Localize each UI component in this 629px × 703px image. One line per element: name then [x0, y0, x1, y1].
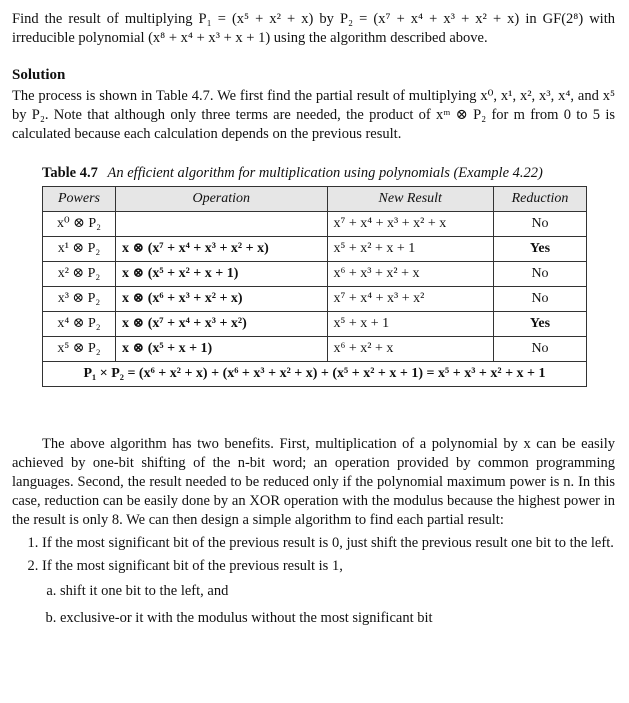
header-new-result: New Result [327, 187, 494, 212]
cell-power: x¹ ⊗ P₂ [43, 237, 116, 262]
sub-steps [42, 582, 615, 628]
table-label: Table 4.7 [42, 165, 98, 181]
cell-result: x⁵ + x + 1 [327, 312, 494, 337]
step-1-text: If the most significant bit of the previous result is 0, just shift the previous result one bit to the left. [42, 535, 614, 551]
cell-power: x² ⊗ P₂ [43, 262, 116, 287]
cell-reduction: No [494, 262, 587, 287]
table-row [43, 212, 587, 237]
table-footer-row [43, 362, 587, 387]
cell-result: x⁵ + x² + x + 1 [327, 237, 494, 262]
cell-operation [116, 212, 328, 237]
list-item [42, 534, 615, 553]
cell-reduction: Yes [494, 237, 587, 262]
cell-result: x⁷ + x⁴ + x³ + x² + x [327, 212, 494, 237]
list-item: b. exclusive-or it with the modulus without the most significant bit [60, 609, 615, 628]
algorithm-steps [12, 534, 615, 628]
cell-reduction: No [494, 212, 587, 237]
cell-power: x⁰ ⊗ P₂ [43, 212, 116, 237]
cell-operation: x ⊗ (x⁵ + x + 1) [116, 337, 328, 362]
final-product: P₁ × P₂ = (x⁶ + x² + x) + (x⁶ + x³ + x² + x) + (x⁵ + x² + x + 1) = x⁵ + x³ + x² + x + 1 [43, 362, 587, 387]
cell-operation: x ⊗ (x⁷ + x⁴ + x³ + x²) [116, 312, 328, 337]
list-item: a. shift it one bit to the left, and [60, 582, 615, 601]
cell-reduction: Yes [494, 312, 587, 337]
table-row [43, 337, 587, 362]
cell-power: x³ ⊗ P₂ [43, 287, 116, 312]
solution-heading: Solution [12, 67, 66, 83]
cell-result: x⁷ + x⁴ + x³ + x² [327, 287, 494, 312]
cell-reduction: No [494, 287, 587, 312]
table-row [43, 312, 587, 337]
solution-text: The process is shown in Table 4.7. We first find the partial result of multiplying x⁰, x¹, x², x³, x⁴, and x⁵ by P₂. Note that although only three terms are needed, the product of xᵐ ⊗ P₂ for m from 0 to 5 is calculated because each calculation depends on the previous result. [12, 88, 615, 142]
cell-operation: x ⊗ (x⁷ + x⁴ + x³ + x² + x) [116, 237, 328, 262]
header-reduction: Reduction [494, 187, 587, 212]
header-powers: Powers [43, 187, 116, 212]
table-row [43, 262, 587, 287]
table-row [43, 287, 587, 312]
benefits-paragraph: The above algorithm has two benefits. First, multiplication of a polynomial by x can be easily achieved by one-bit shifting of the n-bit word; an operation provided by common programming languages. Second, the result needed to be reduced only if the polynomial maximum power is n. In this case, reduction can be easily done by an XOR operation with the modulus because the highest power in the result is only 8. We can then design a simple algorithm to find each partial result: [12, 436, 615, 528]
cell-result: x⁶ + x² + x [327, 337, 494, 362]
cell-power: x⁵ ⊗ P₂ [43, 337, 116, 362]
list-item [42, 557, 615, 628]
page [12, 4, 615, 636]
table-caption-text: An efficient algorithm for multiplication using polynomials (Example 4.22) [107, 165, 543, 181]
multiplication-table [42, 186, 587, 387]
cell-reduction: No [494, 337, 587, 362]
cell-operation: x ⊗ (x⁶ + x³ + x² + x) [116, 287, 328, 312]
step-2-text: If the most significant bit of the previous result is 1, [42, 558, 343, 574]
table-row [43, 237, 587, 262]
table-header-row [43, 187, 587, 212]
cell-operation: x ⊗ (x⁵ + x² + x + 1) [116, 262, 328, 287]
problem-statement: Find the result of multiplying P₁ = (x⁵ + x² + x) by P₂ = (x⁷ + x⁴ + x³ + x² + x) in GF(2⁸) with irreducible polynomial (x⁸ + x⁴ + x³ + x + 1) using the algorithm described above. [12, 11, 615, 46]
header-operation: Operation [116, 187, 328, 212]
cell-result: x⁶ + x³ + x² + x [327, 262, 494, 287]
table-caption [42, 164, 615, 182]
cell-power: x⁴ ⊗ P₂ [43, 312, 116, 337]
